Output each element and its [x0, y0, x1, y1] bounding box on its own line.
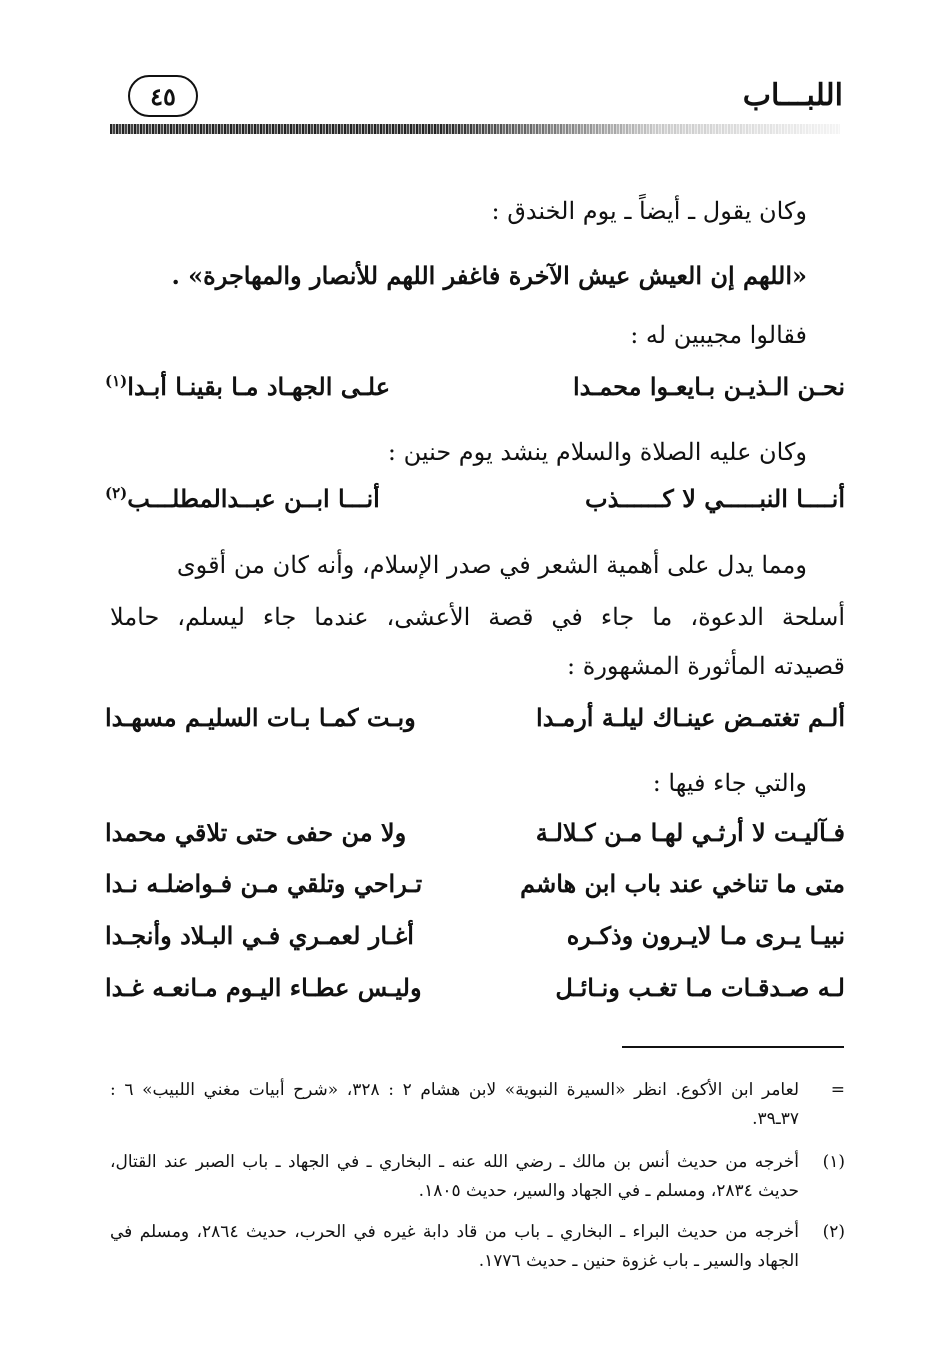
- text-line: والتي جاء فيها :: [652, 769, 807, 797]
- verse-second-hemistich: تـراحي وتلقي مـن فـواضلـه نـدا: [105, 869, 423, 898]
- footnote-divider: [622, 1046, 844, 1048]
- text-line: أسلحة الدعوة، ما جاء في قصة الأعشى، عندما جاء ليسلم، حاملا: [110, 603, 845, 631]
- footnote-text: أخرجه من حديث أنس بن مالك ـ رضي الله عنه ـ البخاري ـ في الجهاد ـ باب الصبر عند القتال، حديث ٢٨٣٤، ومسلم ـ في الجهاد والسير، حديث ١٨٠٥.: [110, 1152, 799, 1201]
- verse-line: [105, 973, 845, 1013]
- verse-first-hemistich: ألـم تغتمـض عينـاك ليلـة أرمـدا: [536, 703, 845, 732]
- verse-line: [105, 484, 845, 524]
- verse-first-hemistich: نحـن الـذيـن بـايعـوا محمـدا: [572, 372, 845, 401]
- footnote-text: لعامر ابن الأكوع. انظر «السيرة النبوية» لابن هشام ٢ : ٣٢٨، «شرح أبيات مغني اللبيب» ٦ : ٣٧ـ٣٩.: [110, 1080, 799, 1129]
- footnote-text: أخرجه من حديث البراء ـ البخاري ـ باب من قاد دابة غيره في الحرب، حديث ٢٨٦٤، ومسلم في الجهاد والسير ـ باب غزوة حنين ـ حديث ١٧٧٦.: [110, 1222, 799, 1271]
- footnote-ref: (٢): [105, 484, 128, 502]
- verse-line: [105, 869, 845, 909]
- footnote-mark: =: [830, 1080, 845, 1100]
- verse-second-hemistich: ولا من حفى حتى تلاقي محمدا: [105, 818, 407, 847]
- text-line: ومما يدل على أهمية الشعر في صدر الإسلام، وأنه كان من أقوى: [176, 551, 807, 579]
- footnote-item: [110, 1148, 845, 1206]
- verse-second-hemistich: أغـار لعمـري فـي البـلاد وأنجـدا: [105, 921, 414, 950]
- verse-first-hemistich: نبيـا يـرى مـا لايـرون وذكـره: [566, 921, 845, 950]
- page-number: ٤٥: [150, 81, 176, 111]
- verse-second-hemistich: [105, 372, 390, 401]
- footnote-ref: (١): [105, 372, 128, 390]
- footnote-mark: (٢): [822, 1222, 845, 1242]
- verse-first-hemistich: فـآليـت لا أرثـي لهـا مـن كـلالـة: [535, 818, 845, 847]
- verse-line: [105, 921, 845, 961]
- footnote-mark: (١): [822, 1152, 845, 1172]
- footnote-item: [110, 1218, 845, 1276]
- header-divider: [110, 124, 840, 134]
- verse-first-hemistich: متى ما تناخي عند باب ابن هاشم: [520, 869, 845, 898]
- text-line: فقالوا مجيبين له :: [630, 321, 807, 349]
- text-line: وكان يقول ـ أيضاً ـ يوم الخندق :: [491, 197, 807, 225]
- verse-first-hemistich: أنــــا النبـــــي لا كــــــذب: [585, 484, 845, 513]
- text-line: قصيدته المأثورة المشهورة :: [567, 652, 845, 680]
- verse-second-hemistich: وليـس عطـاء اليـوم مـانعـه غـدا: [105, 973, 422, 1002]
- hadith-quote: «اللهم إن العيش عيش الآخرة فاغفر اللهم للأنصار والمهاجرة» .: [171, 261, 807, 290]
- hemistich-text: علـى الجهـاد مـا بقينـا أبـدا: [127, 372, 391, 401]
- verse-first-hemistich: لـه صـدقـات مـا تغـب ونـائـل: [555, 973, 845, 1002]
- hemistich-text: أنـــا ابــن عبــدالمطلـــب: [127, 484, 380, 513]
- running-header-title: اللبـــاب: [742, 78, 843, 113]
- verse-second-hemistich: وبـت كمـا بـات السليـم مسهـدا: [105, 703, 416, 732]
- page-number-badge: [128, 75, 198, 117]
- verse-line: [105, 703, 845, 743]
- verse-line: [105, 818, 845, 858]
- footnote-item: [110, 1076, 845, 1134]
- verse-second-hemistich: [105, 484, 380, 513]
- text-line: وكان عليه الصلاة والسلام ينشد يوم حنين :: [387, 438, 807, 466]
- verse-line: [105, 372, 845, 412]
